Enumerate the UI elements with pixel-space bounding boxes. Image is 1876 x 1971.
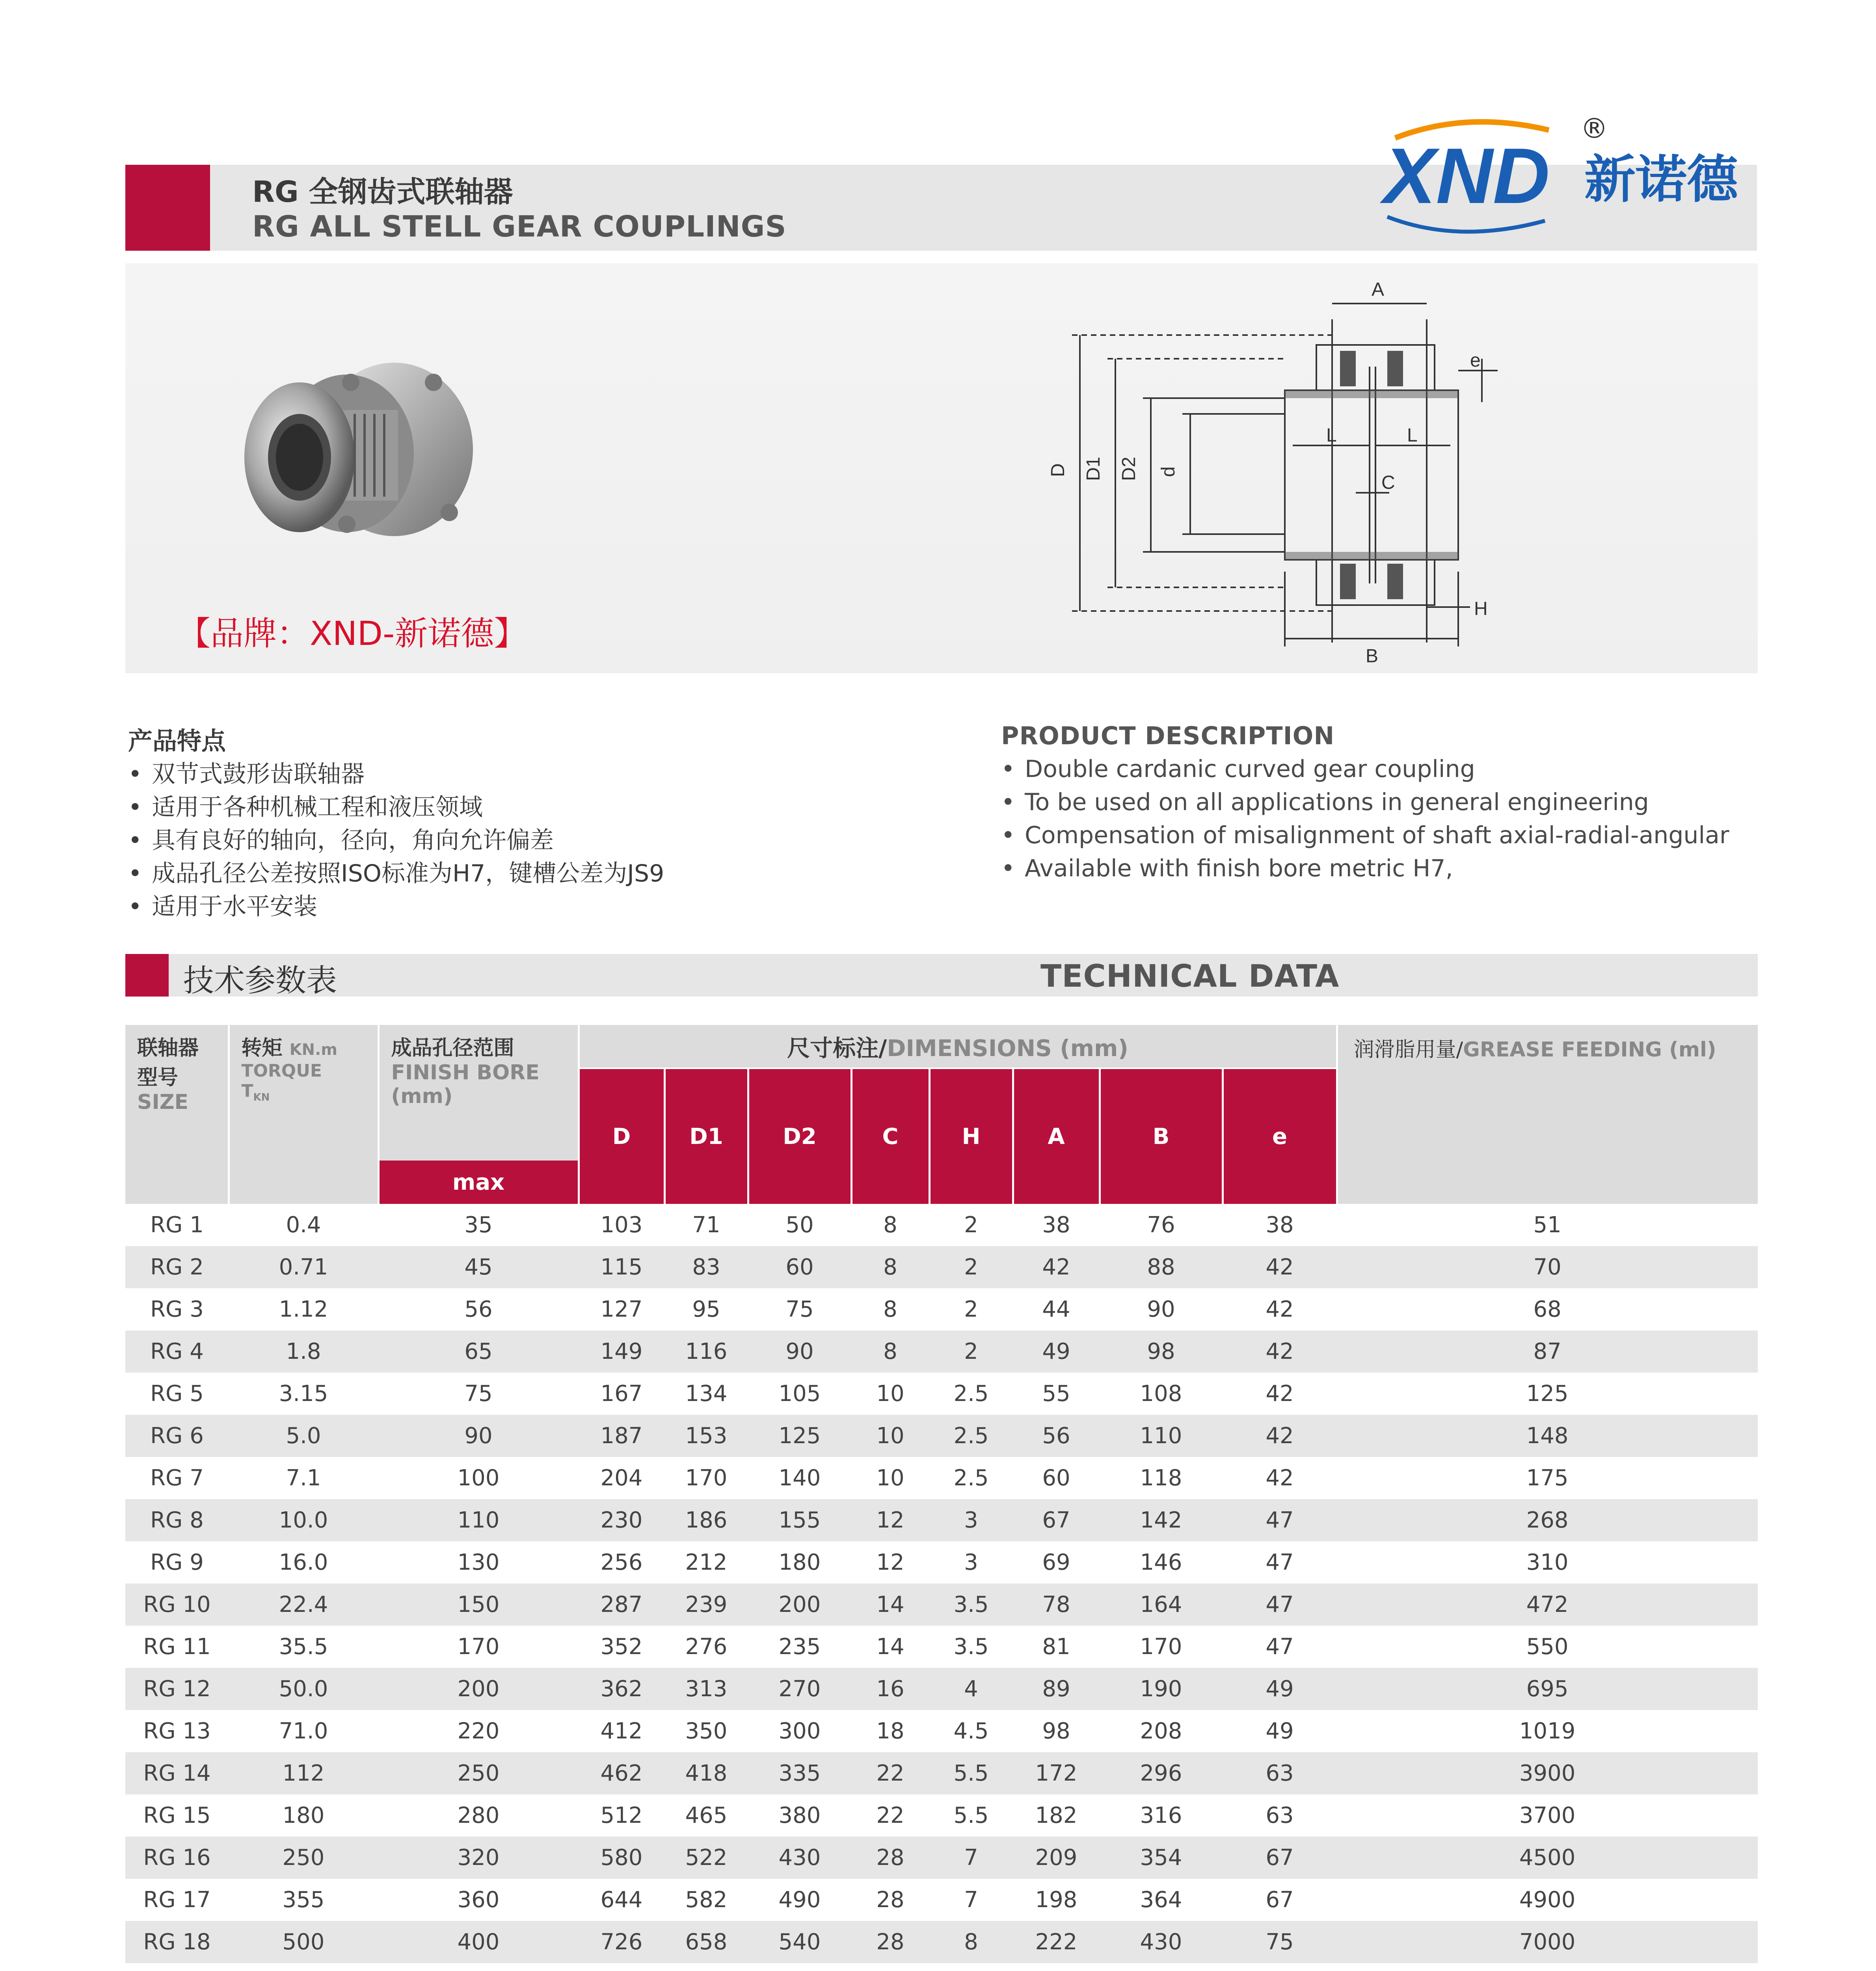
table-cell: 146	[1140, 1550, 1182, 1575]
table-cell: 100	[457, 1465, 500, 1491]
header-dim-D: D	[579, 1068, 664, 1204]
table-cell: 352	[600, 1634, 643, 1660]
logo-text: XND	[1383, 132, 1550, 220]
label-C: C	[1381, 472, 1395, 493]
table-cell: 7	[964, 1887, 978, 1913]
table-cell: 63	[1266, 1803, 1294, 1828]
table-cell: 67	[1223, 1837, 1337, 1879]
table-cell: 3700	[1519, 1803, 1576, 1828]
table-cell: 90	[748, 1330, 851, 1373]
table-row	[125, 1457, 1758, 1499]
table-row	[125, 1963, 1758, 1971]
table-cell: 78	[1013, 1584, 1100, 1626]
table-cell: 320	[378, 1837, 579, 1879]
table-row	[125, 1584, 1758, 1626]
table-cell: 172	[1013, 1752, 1100, 1794]
feature-cn-item: • 适用于各种机械工程和液压领域	[128, 794, 483, 821]
table-row	[125, 1204, 1758, 1246]
table-cell: 362	[579, 1668, 664, 1710]
table-cell: RG 7	[150, 1465, 204, 1491]
table-cell: 42	[1266, 1465, 1294, 1491]
table-cell: 130	[457, 1550, 500, 1575]
table-cell: 42	[1223, 1330, 1337, 1373]
table-cell: 276	[685, 1634, 728, 1660]
table-cell: 47	[1223, 1584, 1337, 1626]
table-cell: 220	[457, 1718, 500, 1744]
header-dim-D2: D2	[748, 1068, 851, 1204]
table-cell: 280	[457, 1803, 500, 1828]
table-cell: 1.12	[279, 1297, 328, 1322]
feature-en-item: • Available with finish bore metric H7,	[1001, 855, 1453, 882]
table-cell: 5.5	[929, 1752, 1013, 1794]
feature-cn-item: • 适用于水平安装	[128, 893, 317, 920]
table-cell: 355	[282, 1887, 325, 1913]
table-cell: 5.0	[229, 1415, 378, 1457]
header-dim-e: e	[1223, 1068, 1337, 1204]
table-cell: RG 18	[125, 1921, 229, 1963]
table-cell: 35.5	[279, 1634, 328, 1660]
table-cell: 364	[1140, 1887, 1182, 1913]
table-cell: 310	[1526, 1550, 1569, 1575]
table-cell: RG 5	[150, 1381, 204, 1407]
table-cell: 3	[929, 1499, 1013, 1541]
table-row	[125, 1921, 1758, 1963]
header-dim-D1: D1	[664, 1068, 748, 1204]
table-cell: 167	[600, 1381, 643, 1407]
table-row	[125, 1879, 1758, 1921]
table-cell: 522	[664, 1837, 748, 1879]
table-cell: 580	[579, 1837, 664, 1879]
table-cell: RG 11	[143, 1634, 211, 1660]
table-cell: 76	[1147, 1212, 1175, 1238]
registered-mark: ®	[1580, 112, 1608, 145]
table-cell: 75	[785, 1297, 814, 1322]
table-cell: 2	[929, 1330, 1013, 1373]
table-cell: 235	[778, 1634, 821, 1660]
table-cell: 2.5	[953, 1465, 989, 1491]
table-cell: 42	[1223, 1246, 1337, 1288]
table-cell: 55	[1042, 1381, 1070, 1407]
table-cell: 35	[464, 1212, 493, 1238]
table-cell: 164	[1100, 1584, 1223, 1626]
header-dimensions: 尺寸标注/DIMENSIONS (mm)	[579, 1025, 1337, 1068]
table-cell: 125	[1526, 1381, 1569, 1407]
table-cell: 512	[600, 1803, 643, 1828]
table-cell	[664, 1963, 748, 1971]
label-D2: D2	[1119, 456, 1139, 481]
table-cell: 472	[1337, 1584, 1758, 1626]
table-cell: 125	[748, 1415, 851, 1457]
table-cell: 4.5	[953, 1718, 989, 1744]
table-cell: 44	[1042, 1297, 1070, 1322]
table-cell: 287	[579, 1584, 664, 1626]
table-cell: 0.4	[286, 1212, 321, 1238]
feature-cn-item: • 双节式鼓形齿联轴器	[128, 760, 365, 788]
table-cell	[229, 1963, 378, 1971]
table-cell: 63	[1223, 1752, 1337, 1794]
table-cell: 50	[785, 1212, 814, 1238]
table-cell: 90	[1147, 1297, 1175, 1322]
table-cell: 187	[579, 1415, 664, 1457]
brand-line: 【品牌：XND-新诺德】	[177, 614, 527, 653]
table-cell: RG 2	[125, 1246, 229, 1288]
table-cell: 430	[748, 1837, 851, 1879]
table-cell: 316	[1140, 1803, 1182, 1828]
table-cell: 2	[964, 1297, 978, 1322]
table-cell: 212	[685, 1550, 728, 1575]
table-cell: 250	[378, 1752, 579, 1794]
table-cell: RG 8	[125, 1499, 229, 1541]
table-cell: 354	[1100, 1837, 1223, 1879]
title-accent-block	[125, 165, 210, 251]
header-finish-bore: 成品孔径范围 FINISH BORE (mm)	[378, 1025, 579, 1161]
table-cell: 8	[851, 1330, 929, 1373]
table-cell	[125, 1963, 229, 1971]
table-cell	[1223, 1963, 1337, 1971]
table-cell: 582	[685, 1887, 728, 1913]
header-dim-B: B	[1100, 1068, 1223, 1204]
table-cell: 75	[464, 1381, 493, 1407]
table-cell: 42	[1013, 1246, 1100, 1288]
table-cell: 4500	[1337, 1837, 1758, 1879]
table-cell: 47	[1266, 1550, 1294, 1575]
table-cell: 695	[1337, 1668, 1758, 1710]
table-row	[125, 1668, 1758, 1710]
label-H: H	[1474, 598, 1488, 619]
table-cell: 51	[1533, 1212, 1561, 1238]
table-cell: RG 13	[143, 1718, 211, 1744]
table-cell: 7.1	[286, 1465, 321, 1491]
table-cell: 1.8	[229, 1330, 378, 1373]
header-dim-H: H	[929, 1068, 1013, 1204]
table-cell: 256	[600, 1550, 643, 1575]
table-cell: 90	[378, 1415, 579, 1457]
table-cell: 134	[685, 1381, 728, 1407]
table-cell: 8	[883, 1297, 897, 1322]
table-cell: 180	[282, 1803, 325, 1828]
table-cell: 268	[1337, 1499, 1758, 1541]
table-cell: 2.5	[953, 1381, 989, 1407]
label-D1: D1	[1083, 456, 1104, 481]
section-title-en: TECHNICAL DATA	[1040, 959, 1340, 994]
table-cell: 2.5	[929, 1415, 1013, 1457]
table-cell: 110	[378, 1499, 579, 1541]
table-cell: 10	[876, 1465, 904, 1491]
table-cell	[579, 1963, 664, 1971]
table-cell: 550	[1526, 1634, 1569, 1660]
table-cell: 8	[929, 1921, 1013, 1963]
table-cell: 726	[579, 1921, 664, 1963]
feature-en-item: • Compensation of misalignment of shaft axial-radial-angular	[1001, 822, 1729, 849]
table-cell: 222	[1013, 1921, 1100, 1963]
table-cell: 198	[1035, 1887, 1078, 1913]
table-cell: 67	[1013, 1499, 1100, 1541]
table-cell: RG 4	[125, 1330, 229, 1373]
header-torque: 转矩 KN.m TORQUE $T_{KN}$	[229, 1025, 378, 1204]
table-cell: 0.71	[229, 1246, 378, 1288]
table-cell: 118	[1140, 1465, 1182, 1491]
table-cell: 170	[685, 1465, 728, 1491]
table-cell: 490	[778, 1887, 821, 1913]
table-cell: 1019	[1519, 1718, 1576, 1744]
table-cell: 149	[579, 1330, 664, 1373]
table-cell: 22	[851, 1752, 929, 1794]
table-cell: 4900	[1519, 1887, 1576, 1913]
table-cell: 45	[378, 1246, 579, 1288]
table-row	[125, 1794, 1758, 1837]
table-cell: 81	[1042, 1634, 1070, 1660]
table-cell: 67	[1266, 1887, 1294, 1913]
table-cell: 150	[378, 1584, 579, 1626]
table-cell: 98	[1100, 1330, 1223, 1373]
table-cell: 98	[1042, 1718, 1070, 1744]
table-cell: 296	[1100, 1752, 1223, 1794]
table-cell: 108	[1140, 1381, 1182, 1407]
xnd-logo	[1379, 114, 1758, 240]
table-cell: 8	[883, 1212, 897, 1238]
table-row	[125, 1415, 1758, 1457]
table-body	[125, 1204, 1758, 1971]
table-cell: 182	[1035, 1803, 1078, 1828]
table-cell: 42	[1223, 1415, 1337, 1457]
table-cell: 71	[692, 1212, 720, 1238]
table-cell: 230	[579, 1499, 664, 1541]
table-row	[125, 1837, 1758, 1879]
table-cell: 142	[1100, 1499, 1223, 1541]
table-row	[125, 1626, 1758, 1668]
table-cell: 47	[1223, 1499, 1337, 1541]
table-cell: 360	[457, 1887, 500, 1913]
table-cell: 10.0	[229, 1499, 378, 1541]
page-title-en: RG ALL STELL GEAR COUPLINGS	[252, 210, 787, 244]
table-cell: 14	[851, 1584, 929, 1626]
table-cell: 148	[1337, 1415, 1758, 1457]
technical-data-table	[125, 1025, 1758, 1971]
table-cell: RG 10	[125, 1584, 229, 1626]
table-cell	[1100, 1963, 1223, 1971]
table-cell	[851, 1963, 929, 1971]
table-cell: 412	[600, 1718, 643, 1744]
table-cell: 12	[876, 1550, 904, 1575]
table-cell: RG 12	[125, 1668, 229, 1710]
table-cell: 200	[748, 1584, 851, 1626]
table-cell: 3.15	[279, 1381, 328, 1407]
table-cell: 430	[1100, 1921, 1223, 1963]
page-title-cn: RG 全钢齿式联轴器	[252, 175, 513, 209]
table-cell: 209	[1013, 1837, 1100, 1879]
table-cell: 180	[778, 1550, 821, 1575]
table-cell: 103	[600, 1212, 643, 1238]
table-cell: 335	[748, 1752, 851, 1794]
table-cell: 7000	[1337, 1921, 1758, 1963]
table-row	[125, 1330, 1758, 1373]
table-cell: 12	[851, 1499, 929, 1541]
table-cell: 60	[1042, 1465, 1070, 1491]
table-cell: 4	[929, 1668, 1013, 1710]
table-cell: 3900	[1337, 1752, 1758, 1794]
table-cell: 140	[778, 1465, 821, 1491]
table-cell: 190	[1100, 1668, 1223, 1710]
header-size: 联轴器 型号 SIZE	[125, 1025, 229, 1204]
table-cell: 70	[1337, 1246, 1758, 1288]
table-cell: 88	[1100, 1246, 1223, 1288]
table-cell: 170	[457, 1634, 500, 1660]
table-cell: 3.5	[929, 1584, 1013, 1626]
table-cell: RG 16	[125, 1837, 229, 1879]
table-cell: 75	[1223, 1921, 1337, 1963]
table-cell: 500	[229, 1921, 378, 1963]
table-cell: 2	[964, 1212, 978, 1238]
table-cell: 38	[1042, 1212, 1070, 1238]
header-bore-max: max	[378, 1161, 579, 1204]
table-cell: 38	[1266, 1212, 1294, 1238]
table-cell: 18	[876, 1718, 904, 1744]
features-cn-title: 产品特点	[128, 727, 226, 755]
table-cell: 208	[1140, 1718, 1182, 1744]
table-cell: 300	[778, 1718, 821, 1744]
table-cell: 127	[600, 1297, 643, 1322]
table-cell: 200	[378, 1668, 579, 1710]
table-cell: 28	[851, 1921, 929, 1963]
feature-cn-item: • 具有良好的轴向，径向，角向允许偏差	[128, 827, 554, 854]
table-cell: 3	[964, 1550, 978, 1575]
table-cell: 60	[748, 1246, 851, 1288]
features-en-title: PRODUCT DESCRIPTION	[1001, 721, 1335, 750]
table-row	[125, 1288, 1758, 1330]
header-grease-feeding: 润滑脂用量/GREASE FEEDING (ml)	[1337, 1025, 1758, 1204]
table-cell	[748, 1963, 851, 1971]
table-cell: 418	[664, 1752, 748, 1794]
table-cell	[1337, 1963, 1758, 1971]
table-cell: 3.5	[953, 1634, 989, 1660]
table-cell: 170	[1140, 1634, 1182, 1660]
table-cell: 5.5	[953, 1803, 989, 1828]
table-cell: 16	[851, 1668, 929, 1710]
label-B: B	[1366, 646, 1379, 666]
table-cell: 2	[929, 1246, 1013, 1288]
table-row	[125, 1373, 1758, 1415]
table-cell: 56	[1013, 1415, 1100, 1457]
table-cell: 22.4	[229, 1584, 378, 1626]
table-cell: 110	[1100, 1415, 1223, 1457]
table-cell: 49	[1013, 1330, 1100, 1373]
table-cell: 380	[778, 1803, 821, 1828]
table-cell: 350	[685, 1718, 728, 1744]
logo-name-cn: 新诺德	[1584, 149, 1738, 209]
table-cell: 462	[579, 1752, 664, 1794]
table-cell: 95	[692, 1297, 720, 1322]
table-cell: RG 9	[150, 1550, 204, 1575]
table-cell: 71.0	[279, 1718, 328, 1744]
feature-en-item: • To be used on all applications in general engineering	[1001, 788, 1649, 816]
table-cell: 50.0	[229, 1668, 378, 1710]
feature-cn-item: • 成品孔径公差按照ISO标准为H7，键槽公差为JS9	[128, 860, 664, 887]
table-cell: 42	[1266, 1297, 1294, 1322]
table-cell: 540	[748, 1921, 851, 1963]
table-cell: 112	[229, 1752, 378, 1794]
table-cell: 175	[1526, 1465, 1569, 1491]
table-row	[125, 1752, 1758, 1794]
table-cell	[1013, 1963, 1100, 1971]
table-cell: 83	[664, 1246, 748, 1288]
table-cell: 22	[876, 1803, 904, 1828]
table-cell: 658	[664, 1921, 748, 1963]
table-row	[125, 1710, 1758, 1752]
table-cell: 239	[664, 1584, 748, 1626]
table-cell: 87	[1337, 1330, 1758, 1373]
table-cell: RG 1	[150, 1212, 204, 1238]
table-cell: RG 14	[125, 1752, 229, 1794]
table-cell: 28	[876, 1887, 904, 1913]
table-cell: 115	[579, 1246, 664, 1288]
table-cell: 56	[464, 1297, 493, 1322]
table-cell: 49	[1223, 1668, 1337, 1710]
table-cell: 10	[851, 1415, 929, 1457]
label-L-left: L	[1326, 425, 1337, 446]
section-accent-block	[125, 954, 169, 997]
header-dim-A: A	[1013, 1068, 1100, 1204]
table-cell: 204	[600, 1465, 643, 1491]
table-cell: 153	[664, 1415, 748, 1457]
table-cell: 16.0	[279, 1550, 328, 1575]
label-L-right: L	[1407, 425, 1418, 446]
dimension-drawing	[1033, 272, 1506, 666]
table-cell: 400	[378, 1921, 579, 1963]
table-cell: 7	[929, 1837, 1013, 1879]
table-cell: 68	[1533, 1297, 1561, 1322]
label-A: A	[1372, 279, 1385, 300]
table-cell: RG 6	[125, 1415, 229, 1457]
table-cell: RG 15	[143, 1803, 211, 1828]
table-cell	[929, 1963, 1013, 1971]
header-dim-C: C	[851, 1068, 929, 1204]
table-cell: 47	[1266, 1634, 1294, 1660]
label-d: d	[1158, 466, 1179, 477]
table-cell: 14	[876, 1634, 904, 1660]
table-row	[125, 1541, 1758, 1584]
table-cell: 270	[748, 1668, 851, 1710]
table-cell: 313	[664, 1668, 748, 1710]
table-cell: 42	[1266, 1381, 1294, 1407]
coupling-photo	[229, 347, 481, 568]
feature-en-item: • Double cardanic curved gear coupling	[1001, 755, 1475, 783]
table-cell: 65	[378, 1330, 579, 1373]
table-cell: 28	[851, 1837, 929, 1879]
table-row	[125, 1246, 1758, 1288]
table-cell: 105	[778, 1381, 821, 1407]
table-cell: 155	[748, 1499, 851, 1541]
label-e: e	[1470, 350, 1481, 371]
table-cell: RG 17	[143, 1887, 211, 1913]
table-cell: 465	[685, 1803, 728, 1828]
table-cell: 250	[229, 1837, 378, 1879]
table-cell: 10	[876, 1381, 904, 1407]
label-D: D	[1048, 463, 1068, 477]
table-cell: RG 3	[150, 1297, 204, 1322]
table-cell: 644	[600, 1887, 643, 1913]
section-band	[125, 954, 1758, 997]
table-cell: 89	[1013, 1668, 1100, 1710]
table-cell: 186	[664, 1499, 748, 1541]
table-cell	[378, 1963, 579, 1971]
table-cell: 116	[664, 1330, 748, 1373]
table-row	[125, 1499, 1758, 1541]
table-cell: 49	[1266, 1718, 1294, 1744]
table-cell: 69	[1042, 1550, 1070, 1575]
table-cell: 8	[851, 1246, 929, 1288]
section-title-cn: 技术参数表	[183, 963, 337, 999]
